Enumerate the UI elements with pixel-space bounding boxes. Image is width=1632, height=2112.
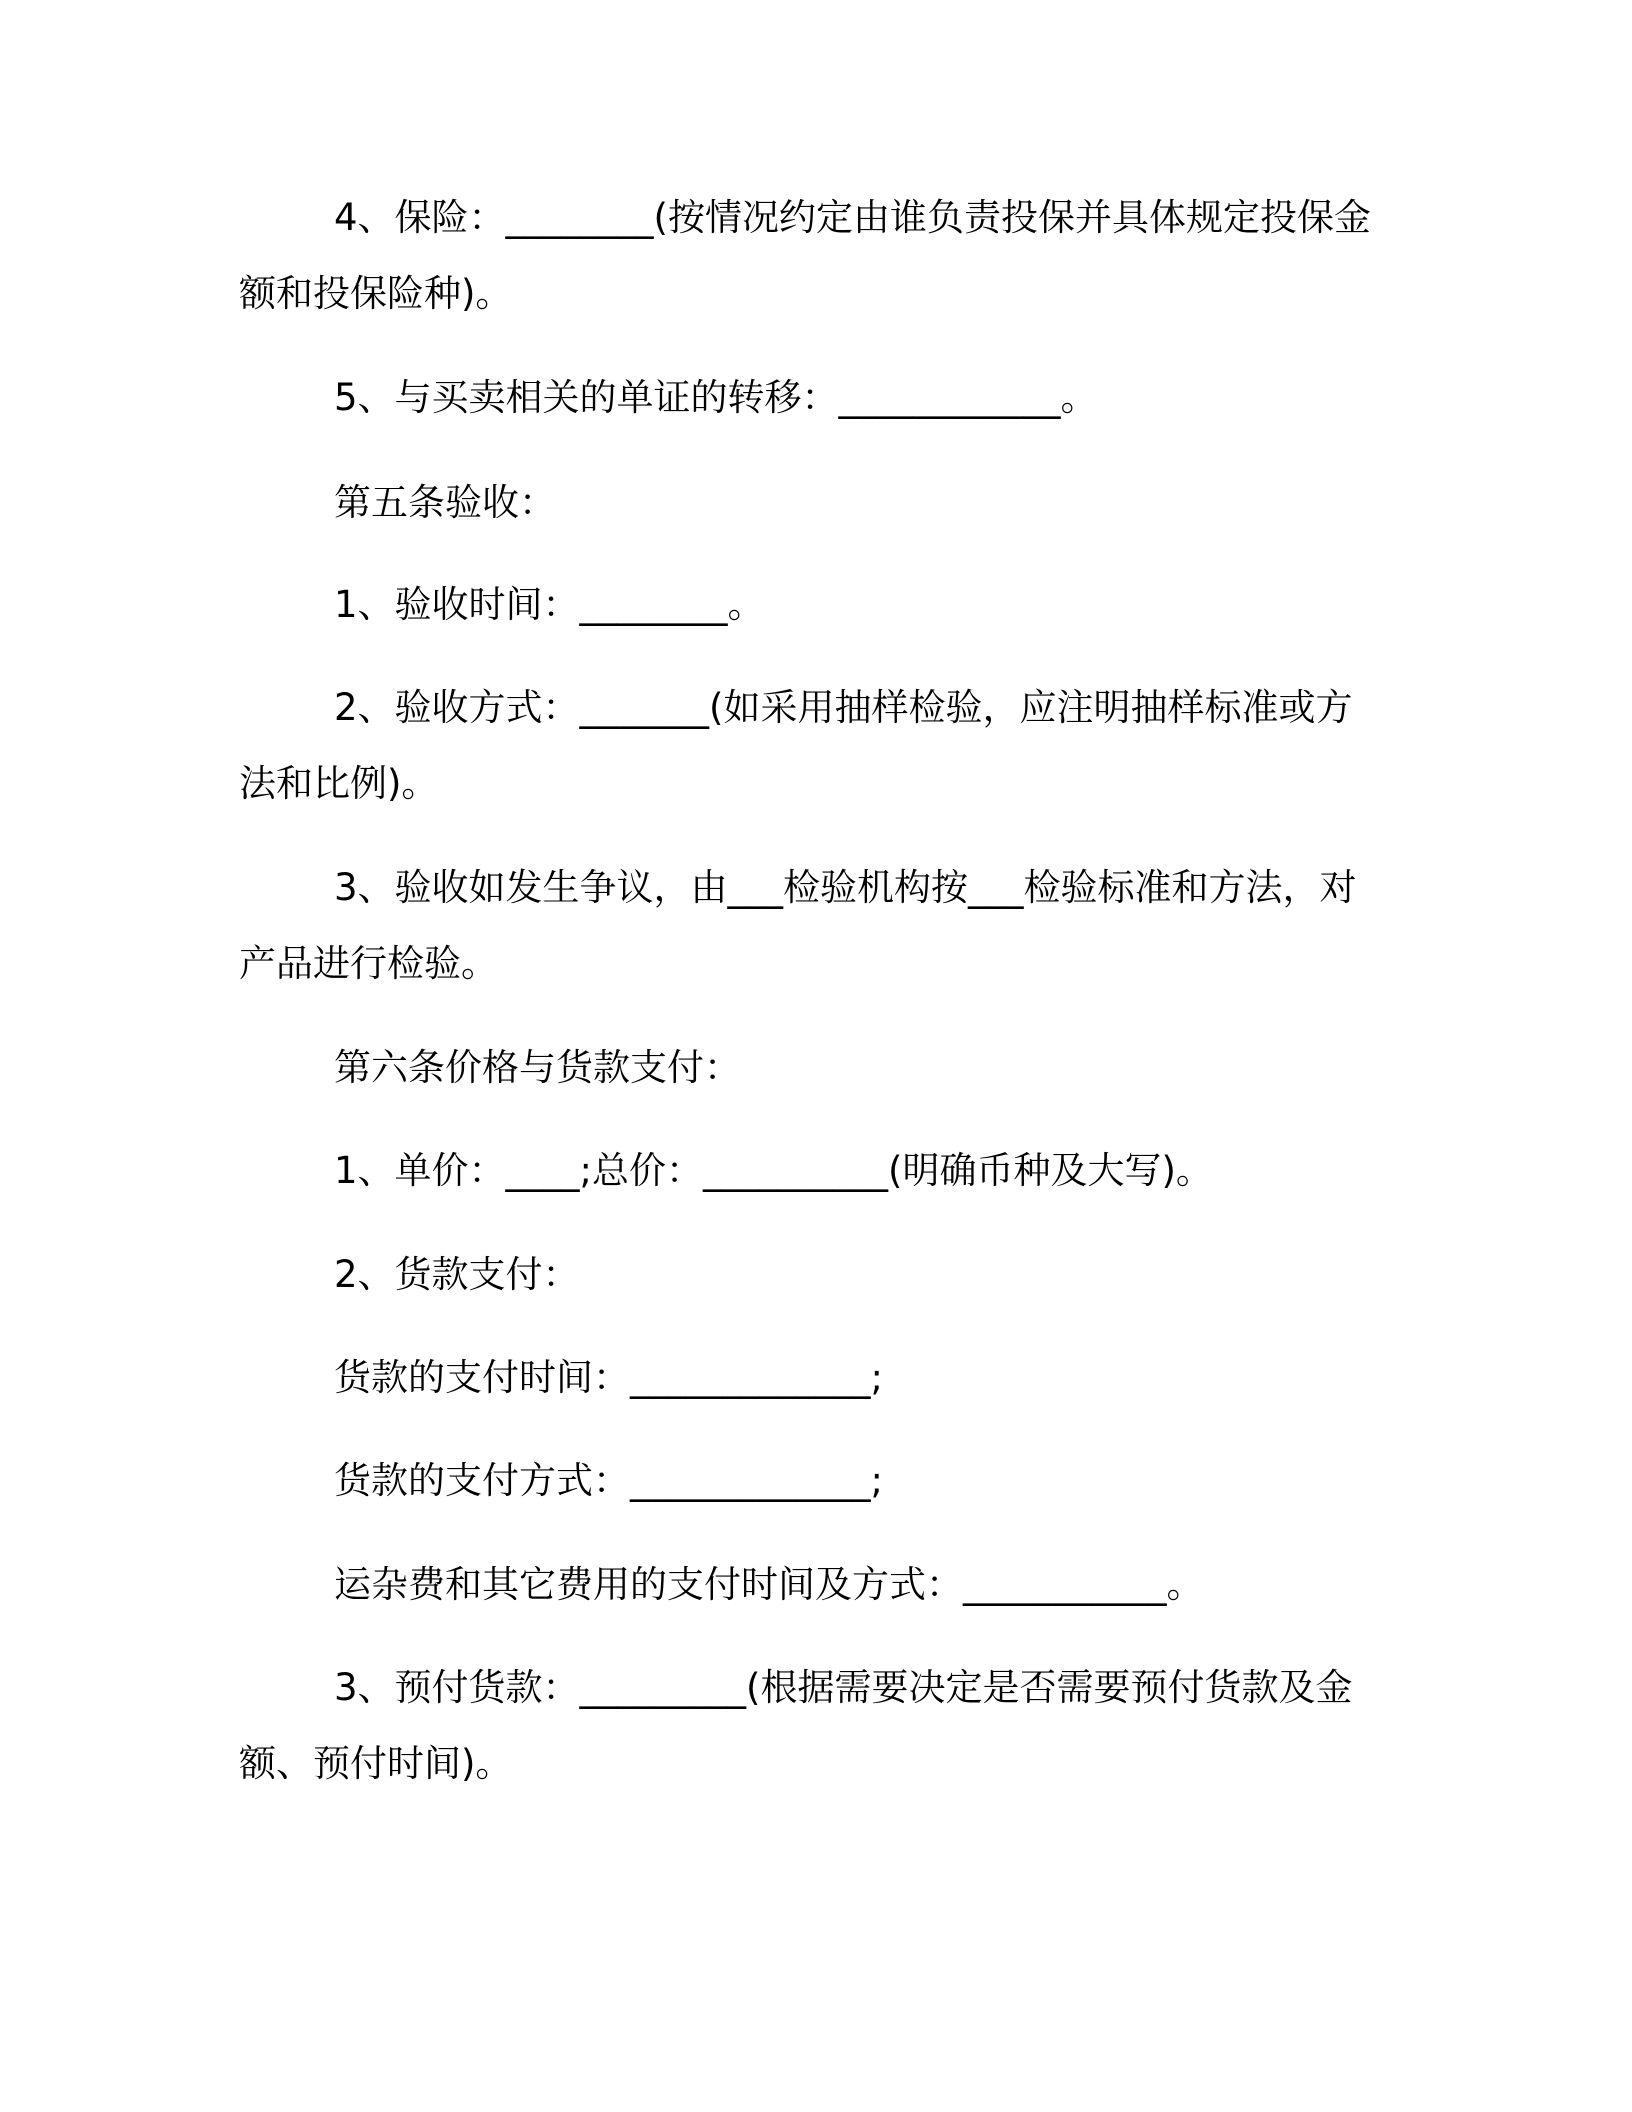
inspection-item-3-dispute: 3、验收如发生争议，由___检验机构按___检验标准和方法，对产品进行检验。 bbox=[239, 866, 1357, 985]
inspection-item-2-method: 2、验收方式：_______(如采用抽样检验，应注明抽样标准或方法和比例)。 bbox=[239, 686, 1353, 805]
price-item-2-payment: 2、货款支付： bbox=[334, 1253, 580, 1296]
freight-fee-payment-line: 运杂费和其它费用的支付时间及方式：___________。 bbox=[334, 1563, 1204, 1606]
inspection-item-1-time: 1、验收时间：________。 bbox=[334, 583, 765, 626]
article-6-heading: 第六条价格与货款支付： bbox=[334, 1046, 741, 1089]
price-item-3-prepayment: 3、预付货款：_________(根据需要决定是否需要预付货款及金额、预付时间)。 bbox=[239, 1666, 1353, 1785]
price-item-1-unit-total: 1、单价：____;总价：__________(明确币种及大写)。 bbox=[334, 1149, 1213, 1192]
clause-5-documents-transfer: 5、与买卖相关的单证的转移：____________。 bbox=[334, 376, 1098, 419]
clause-4-insurance: 4、保险：________(按情况约定由谁负责投保并具体规定投保金额和投保险种)。 bbox=[239, 196, 1371, 315]
payment-method-line: 货款的支付方式：_____________; bbox=[334, 1459, 883, 1502]
article-5-heading: 第五条验收： bbox=[334, 481, 556, 524]
payment-time-line: 货款的支付时间：_____________; bbox=[334, 1356, 883, 1399]
